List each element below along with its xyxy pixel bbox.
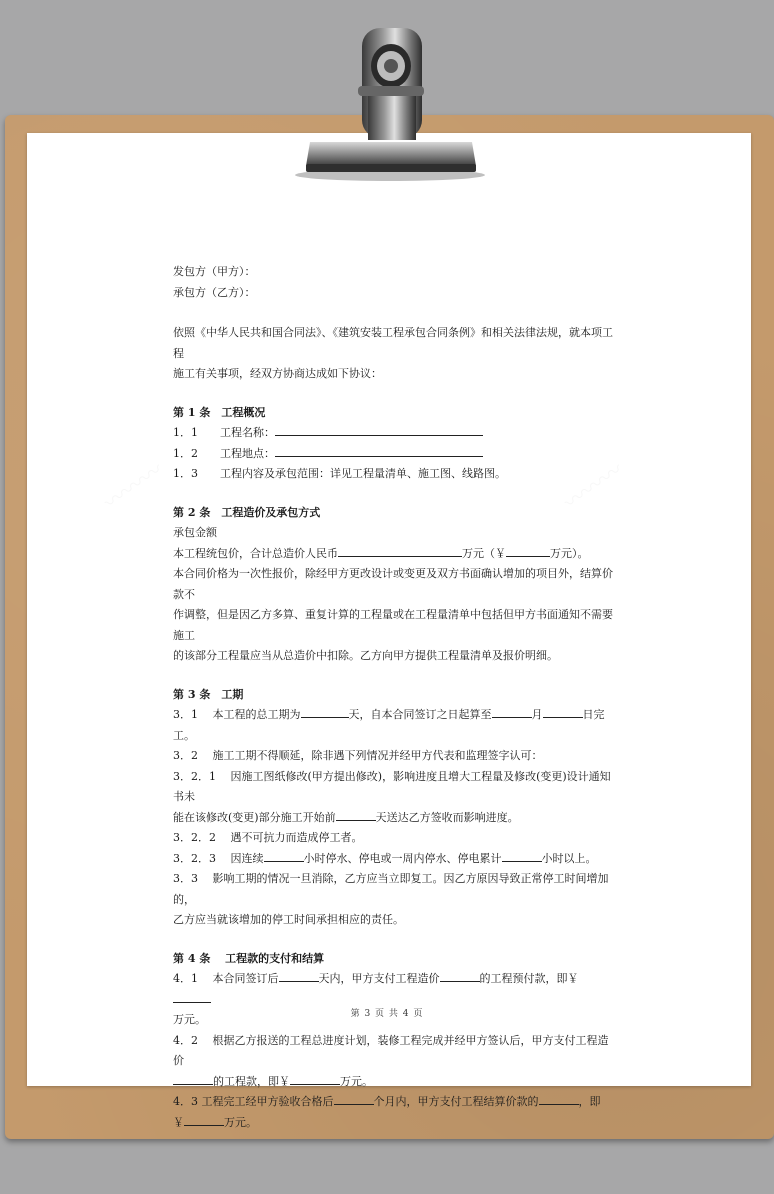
preamble-line: 施工有关事项，经双方协商达成如下协议： (173, 367, 382, 380)
article-4-line: 4．3 工程完工经甲方验收合格后 个月内，甲方支付工程结算价款的 ，即 (173, 1092, 613, 1113)
article-2-line: 本工程统包价，合计总造价人民币 万元（￥ 万元）。 (173, 544, 613, 565)
total-price-blank[interactable] (338, 544, 462, 557)
article-3-title: 第 3 条 工期 (173, 687, 244, 701)
article-3-line: 3．2．3 因连续 小时停水、停电或一周内停水、停电累计 小时以上。 (173, 849, 613, 870)
article-1-item: 1．2 工程地点： (173, 444, 613, 465)
outage-hours-blank[interactable] (264, 849, 304, 862)
article-3-line: 3．1 本工程的总工期为 天，自本合同签订之日起算至 月 日完工。 (173, 705, 613, 746)
party-b-line: 承包方（乙方）： (173, 285, 256, 299)
end-day-blank[interactable] (543, 705, 583, 718)
progress-amount-blank[interactable] (290, 1072, 340, 1085)
progress-percent-blank[interactable] (173, 1072, 213, 1085)
article-4-line: 的工程款，即￥ 万元。 (173, 1072, 613, 1093)
watermark: 〰〰〰 (99, 457, 169, 517)
page-number: 第 3 页 共 4 页 (350, 1009, 424, 1019)
article-3-line: 3．2．1 因施工图纸修改(甲方提出修改)，影响进度且增大工程量及修改(变更)设计通知书未 (173, 769, 611, 803)
party-a-line: 发包方（甲方）： (173, 265, 256, 278)
article-4-title: 第 4 条 工程款的支付和结算 (173, 951, 325, 965)
article-4-line: ￥ 万元。 (173, 1113, 613, 1134)
article-1-title: 第 1 条 工程概况 (173, 405, 266, 419)
article-4-line: 4．1 本合同签订后 天内，甲方支付工程造价 的工程预付款，即￥ (173, 969, 613, 1010)
advance-percent-blank[interactable] (440, 969, 480, 982)
project-name-blank[interactable] (275, 423, 483, 436)
total-price-amount-blank[interactable] (506, 544, 550, 557)
article-4-line: 万元。 (173, 1013, 206, 1026)
article-3-line: 3．2．2 遇不可抗力而造成停工者。 (173, 831, 363, 844)
project-location-blank[interactable] (275, 444, 483, 457)
duration-days-blank[interactable] (301, 705, 349, 718)
article-3-line: 乙方应当就该增加的停工时间承担相应的责任。 (173, 913, 404, 926)
article-2-paragraph: 本合同价格为一次性报价，除经甲方更改设计或变更及双方书面确认增加的项目外，结算价款不 (173, 567, 613, 601)
settlement-months-blank[interactable] (334, 1092, 374, 1105)
settlement-amount-blank[interactable] (184, 1113, 224, 1126)
settlement-percent-blank[interactable] (539, 1092, 579, 1105)
article-1-item: 1．3 工程内容及承包范围：详见工程量清单、施工图、线路图。 (173, 467, 506, 480)
end-month-blank[interactable] (492, 705, 532, 718)
outage-total-hours-blank[interactable] (502, 849, 542, 862)
article-2-paragraph: 的该部分工程量应当从总造价中扣除。乙方向甲方提供工程量清单及报价明细。 (173, 649, 558, 662)
watermark: 〰〰〰 (559, 457, 629, 517)
notice-days-blank[interactable] (336, 808, 376, 821)
article-2-subtitle: 承包金额 (173, 526, 217, 539)
preamble-line: 依照《中华人民共和国合同法》、《建筑安装工程承包合同条例》和相关法律法规，就本项工程 (173, 326, 613, 360)
advance-amount-blank[interactable] (173, 990, 211, 1003)
article-3-line: 3．2 施工工期不得顺延，除非遇下列情况并经甲方代表和监理签字认可： (173, 749, 543, 762)
article-3-line: 3．3 影响工期的情况一旦消除，乙方应当立即复工。因乙方原因导致正常停工时间增加的， (173, 872, 609, 906)
article-4-line: 4．2 根据乙方报送的工程总进度计划，装修工程完成并经甲方签认后，甲方支付工程造价 (173, 1033, 609, 1067)
article-3-line: 能在该修改(变更)部分施工开始前 天送达乙方签收而影响进度。 (173, 808, 613, 829)
advance-days-blank[interactable] (279, 969, 319, 982)
contract-body (173, 262, 613, 1133)
article-2-title: 第 2 条 工程造价及承包方式 (173, 505, 321, 519)
article-2-paragraph: 作调整，但是因乙方多算、重复计算的工程量或在工程量清单中包括但甲方书面通知不需要施工 (173, 608, 613, 642)
article-1-item: 1．1 工程名称： (173, 423, 613, 444)
